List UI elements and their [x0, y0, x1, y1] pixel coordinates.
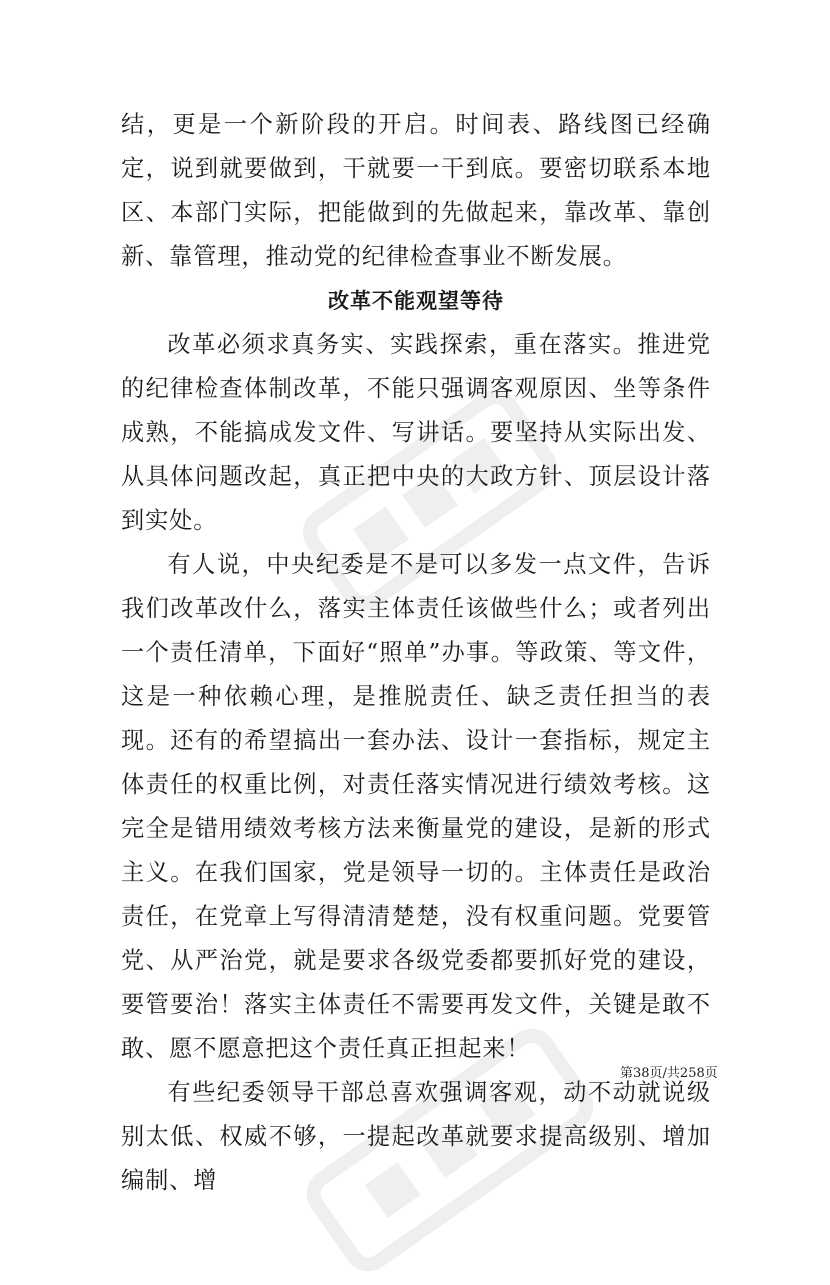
section-heading: 改革不能观望等待	[328, 289, 504, 313]
paragraph-3: 有些纪委领导干部总喜欢强调客观，动不动就说级别太低、权威不够，一提起改革就要求提高级别、增加编制、增	[121, 1079, 711, 1194]
paragraph-continued: 结，更是一个新阶段的开启。时间表、路线图已经确定，说到就要做到，干就要一干到底。要密切联系本地区、本部门实际，把能做到的先做起来，靠改革、靠创新、靠管理，推动党的纪律检查事业不断发展。	[121, 111, 711, 270]
paragraph-1: 改革必须求真务实、实践探索，重在落实。推进党的纪律检查体制改革，不能只强调客观原因、坐等条件成熟，不能搞成发文件、写讲话。要坚持从实际出发、从具体问题改起，真正把中央的大政方针、顶层设计落到实处。	[121, 331, 711, 534]
page-number: 第38页/共258页	[620, 1066, 718, 1081]
paragraph-2: 有人说，中央纪委是不是可以多发一点文件，告诉我们改革改什么，落实主体责任该做些什么；或者列出一个责任清单，下面好“照单”办事。等政策、等文件，这是一种依赖心理，是推脱责任、缺乏责任担当的表现。还有的希望搞出一套办法、设计一套指标，规定主体责任的权重比例，对责任落实情况进行绩效考核。这完全是错用绩效考核方法来衡量党的建设，是新的形式主义。在我们国家，党是领导一切的。主体责任是政治责任，在党章上写得清清楚楚，没有权重问题。党要管党、从严治党，就是要求各级党委都要抓好党的建设，要管要治！落实主体责任不需要再发文件，关键是敢不敢、愿不愿意把这个责任真正担起来！	[121, 551, 711, 1062]
page-body	[121, 103, 711, 1203]
